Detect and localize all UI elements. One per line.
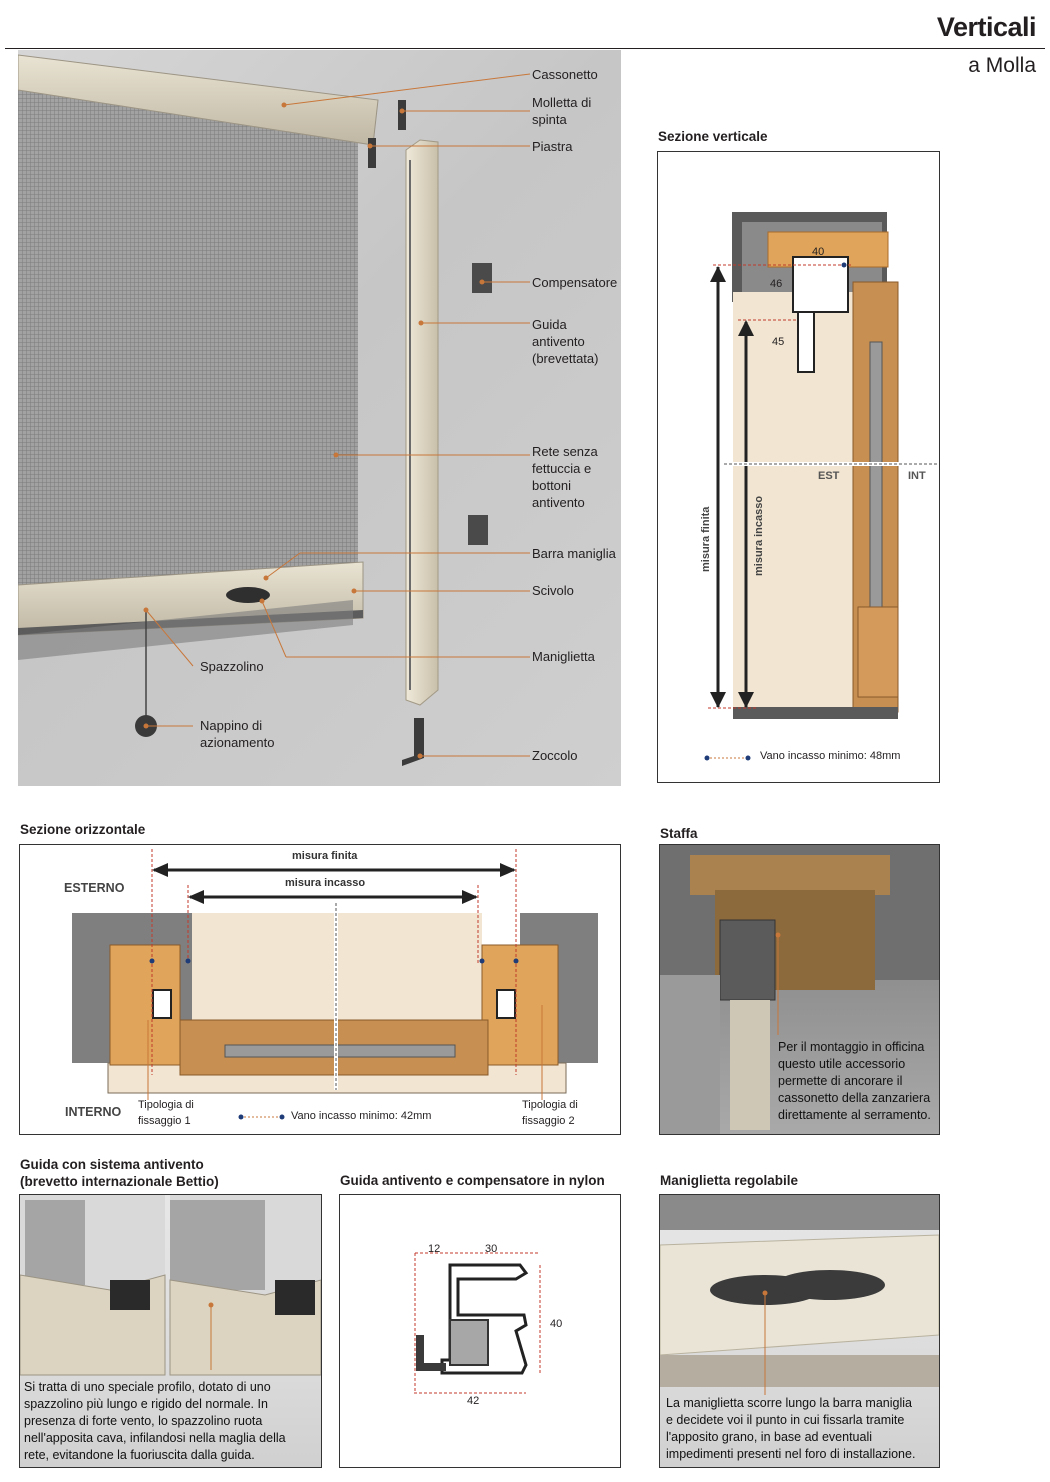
so-legend: Vano incasso minimo: 42mm xyxy=(291,1110,432,1122)
staffa-caption: Per il montaggio in officina questo utile accessorio permette di ancorare il cassonetto della zanzariera direttamente al serramento. xyxy=(778,1040,931,1122)
sv-dim-45: 45 xyxy=(772,336,785,348)
guida-antivento-heading: Guida con sistema antivento (brevetto internazionale Bettio) xyxy=(20,1157,219,1189)
so-misura-incasso: misura incasso xyxy=(285,877,366,889)
callout-barra-maniglia: Barra maniglia xyxy=(532,546,616,561)
page-title: Verticali xyxy=(936,12,1036,42)
sv-legend: Vano incasso minimo: 48mm xyxy=(760,750,901,762)
callout-piastra: Piastra xyxy=(532,139,573,154)
page-subtitle: a Molla xyxy=(968,54,1036,77)
sezione-verticale-heading: Sezione verticale xyxy=(658,129,768,144)
sezione-verticale-panel xyxy=(657,151,940,783)
callout-scivolo: Scivolo xyxy=(532,583,574,598)
sezione-orizzontale-heading: Sezione orizzontale xyxy=(20,822,146,837)
sv-label-est: EST xyxy=(818,470,840,482)
sv-dim-46: 46 xyxy=(770,278,783,290)
guida-nylon-heading: Guida antivento e compensatore in nylon xyxy=(340,1173,605,1188)
callout-nappino: Nappino di azionamento xyxy=(200,718,275,750)
so-label-esterno: ESTERNO xyxy=(64,881,125,895)
so-misura-finita: misura finita xyxy=(292,850,358,862)
callout-cassonetto: Cassonetto xyxy=(532,67,598,82)
sv-dim-40: 40 xyxy=(812,246,825,258)
sv-misura-incasso: misura incasso xyxy=(753,495,765,576)
maniglietta-regolabile-photo xyxy=(659,1194,940,1468)
guida-antivento-photo xyxy=(19,1194,322,1468)
guida-nylon-diagram xyxy=(340,1195,620,1467)
callout-compensatore: Compensatore xyxy=(532,275,618,290)
staffa-heading: Staffa xyxy=(660,826,698,841)
callout-guida-antivento: Guida antivento (brevettata) xyxy=(532,317,599,366)
so-label-interno: INTERNO xyxy=(65,1105,122,1119)
callout-rete: Rete senza fettuccia e bottoni antivento xyxy=(532,444,598,510)
callout-zoccolo: Zoccolo xyxy=(532,748,578,763)
guida-nylon-panel xyxy=(339,1194,621,1468)
callout-maniglietta: Maniglietta xyxy=(532,649,595,664)
staffa-photo xyxy=(659,844,940,1135)
gn-dim-12: 12 xyxy=(428,1243,441,1255)
gn-dim-40: 40 xyxy=(550,1318,563,1330)
sezione-verticale-diagram xyxy=(658,152,939,782)
so-tipologia-2: Tipologia di fissaggio 2 xyxy=(522,1099,578,1127)
main-product-photo xyxy=(18,50,621,786)
maniglietta-regolabile-heading: Maniglietta regolabile xyxy=(660,1173,799,1188)
callout-spazzolino: Spazzolino xyxy=(200,659,264,674)
guida-antivento-caption: Si tratta di uno speciale profilo, dotato di uno spazzolino più lungo e rigido del normale. In presenza di forte vento, lo spazzolino ruota nell'apposita cava, infilandosi nella maglia della rete, evitandone la fuoriuscita dalla guida. xyxy=(24,1380,286,1462)
sv-misura-finita: misura finita xyxy=(700,506,712,572)
so-tipologia-1: Tipologia di fissaggio 1 xyxy=(138,1099,194,1127)
main-product-illustration xyxy=(18,50,621,786)
callout-molletta-di-spinta: Molletta di spinta xyxy=(532,95,592,127)
sv-label-int: INT xyxy=(908,470,926,482)
maniglietta-caption: La maniglietta scorre lungo la barra maniglia e decidete voi il punto in cui fissarla tramite l'apposito grano, in base ad eventuali impedimenti presenti nel foro di installazione. xyxy=(666,1396,916,1461)
sezione-orizzontale-panel xyxy=(19,844,621,1135)
header-rule xyxy=(5,48,1045,49)
gn-dim-42: 42 xyxy=(467,1395,480,1407)
gn-dim-30: 30 xyxy=(485,1243,498,1255)
